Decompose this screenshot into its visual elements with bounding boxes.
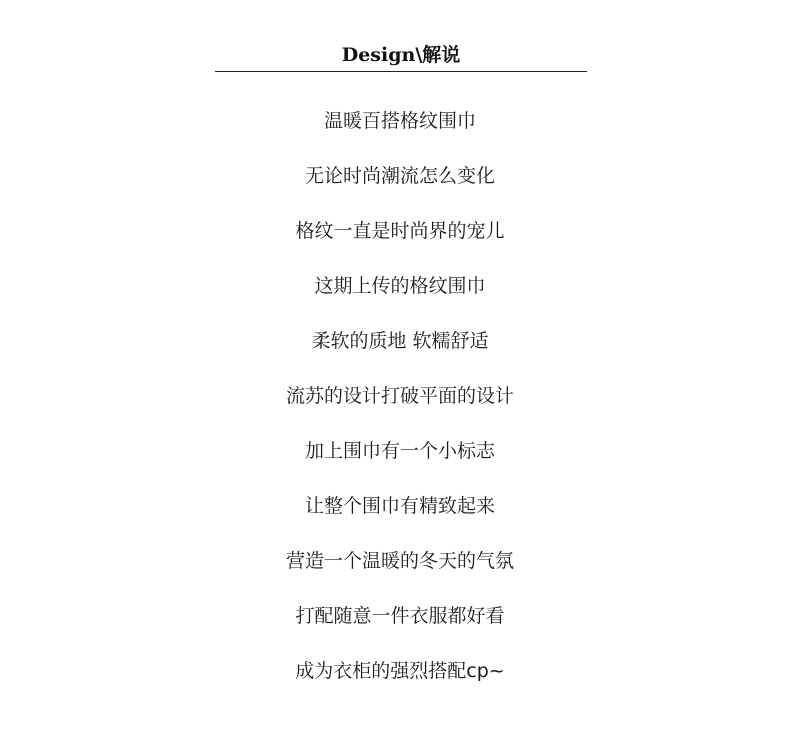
description-line-4: 这期上传的格纹围巾	[314, 275, 486, 297]
description-text-block	[0, 94, 800, 699]
description-line-6: 流苏的设计打破平面的设计	[285, 385, 514, 407]
description-line-1: 温暖百搭格纹围巾	[323, 110, 476, 132]
description-line-7: 加上围巾有一个小标志	[304, 440, 495, 462]
description-line-3: 格纹一直是时尚界的宠儿	[295, 220, 505, 242]
description-line-2: 无论时尚潮流怎么变化	[304, 165, 495, 187]
description-line-8: 让整个围巾有精致起来	[304, 495, 495, 517]
description-line-11: 成为衣柜的强烈搭配cp~	[295, 660, 505, 682]
description-line-5: 柔软的质地 软糯舒适	[311, 330, 489, 352]
description-line-10: 打配随意一件衣服都好看	[295, 605, 505, 627]
description-line-9: 营造一个温暖的冬天的气氛	[285, 550, 514, 572]
section-header	[215, 40, 587, 72]
section-title: Design\解说	[341, 44, 461, 66]
